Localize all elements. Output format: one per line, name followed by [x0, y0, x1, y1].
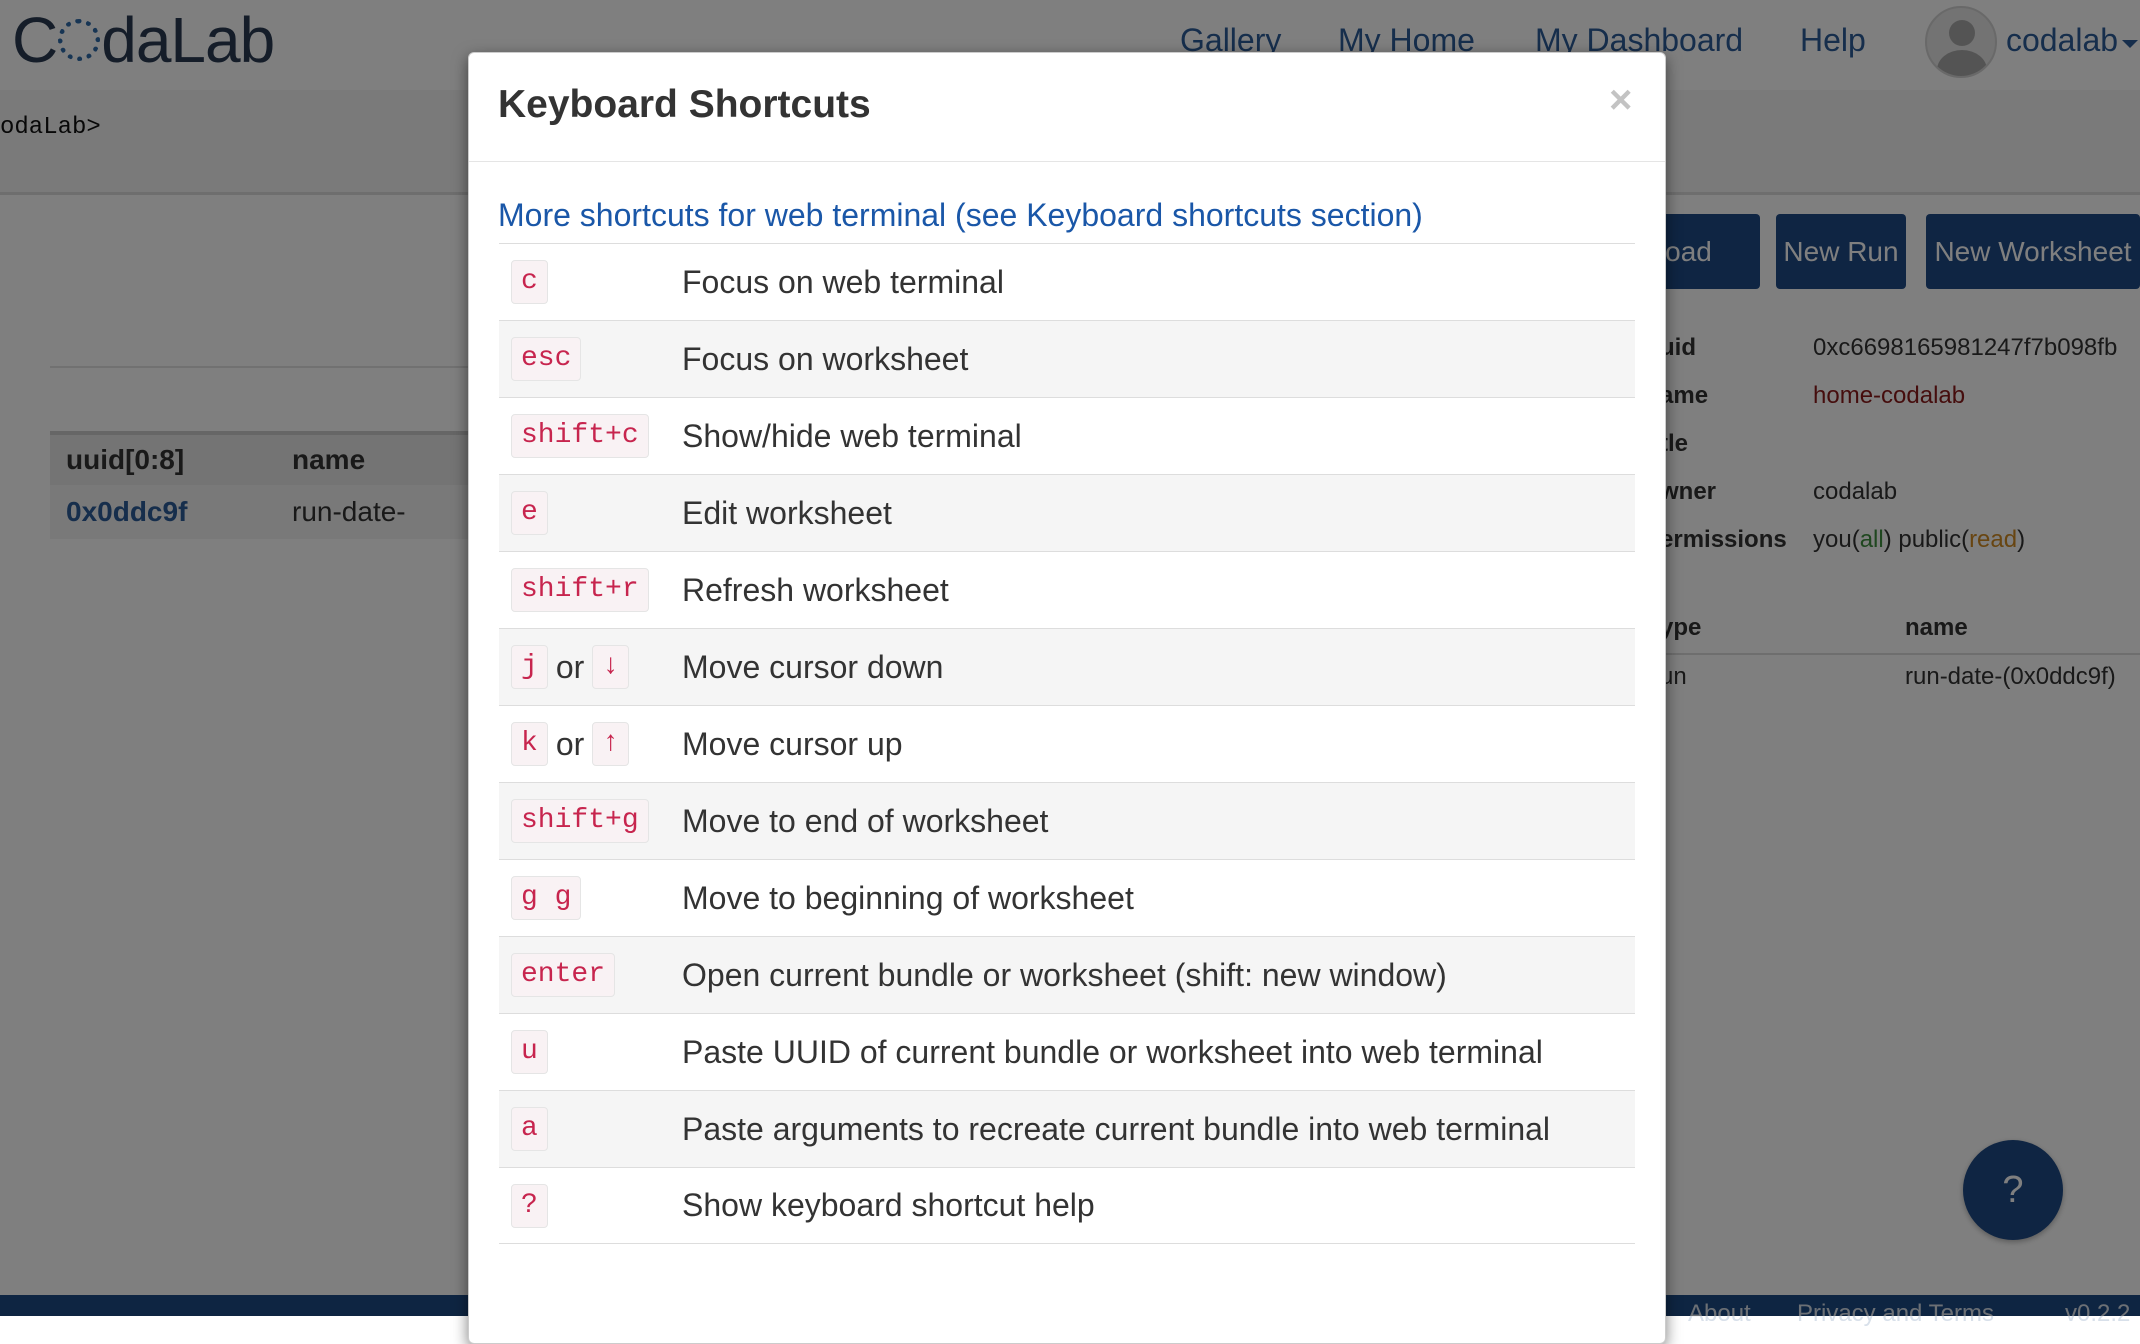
- shortcut-row: [499, 320, 1635, 397]
- shortcut-description: Edit worksheet: [682, 494, 892, 531]
- shortcut-description: Refresh worksheet: [682, 571, 949, 608]
- shortcut-keys: [499, 1030, 682, 1074]
- shortcuts-table: [499, 243, 1635, 1244]
- shortcut-row: [499, 551, 1635, 628]
- keyboard-shortcuts-modal: [468, 52, 1666, 1344]
- shortcut-key: ↓: [592, 645, 629, 689]
- shortcut-description: Show/hide web terminal: [682, 417, 1022, 454]
- shortcut-keys: [499, 491, 682, 535]
- shortcut-description: Paste arguments to recreate current bundle into web terminal: [682, 1110, 1551, 1147]
- shortcut-description: Move to end of worksheet: [682, 802, 1049, 839]
- shortcut-key: a: [511, 1107, 548, 1151]
- shortcut-row: [499, 859, 1635, 936]
- shortcut-description: Open current bundle or worksheet (shift: new window): [682, 956, 1447, 993]
- shortcut-description: Paste UUID of current bundle or worksheet into web terminal: [682, 1033, 1543, 1070]
- shortcut-keys: [499, 953, 682, 997]
- or-separator: or: [555, 725, 585, 762]
- shortcut-description: Focus on worksheet: [682, 340, 969, 377]
- modal-header: [469, 53, 1665, 162]
- shortcut-key: shift+c: [511, 414, 649, 458]
- shortcut-key: shift+g: [511, 799, 649, 843]
- shortcut-row: [499, 628, 1635, 705]
- shortcut-key: ↑: [592, 722, 629, 766]
- shortcut-key: u: [511, 1030, 548, 1074]
- shortcut-row: [499, 474, 1635, 551]
- modal-title: Keyboard Shortcuts: [498, 83, 871, 126]
- shortcut-keys: [499, 1107, 682, 1151]
- shortcut-key: enter: [511, 953, 615, 997]
- shortcut-keys: [499, 260, 682, 304]
- shortcut-description: Focus on web terminal: [682, 263, 1004, 300]
- or-separator: or: [555, 648, 585, 685]
- shortcut-keys: [499, 414, 682, 458]
- shortcut-row: [499, 782, 1635, 859]
- shortcut-keys: [499, 722, 682, 766]
- shortcut-description: Move cursor up: [682, 725, 903, 762]
- shortcut-row: [499, 705, 1635, 782]
- shortcut-key: j: [511, 645, 548, 689]
- shortcut-key: g g: [511, 876, 581, 920]
- shortcut-row: [499, 936, 1635, 1013]
- shortcut-description: Move to beginning of worksheet: [682, 879, 1134, 916]
- close-icon[interactable]: ×: [1609, 78, 1633, 122]
- shortcut-row: [499, 1090, 1635, 1167]
- shortcut-row: [499, 243, 1635, 320]
- shortcut-key: esc: [511, 337, 581, 381]
- shortcut-key: ?: [511, 1184, 548, 1228]
- shortcut-keys: [499, 1184, 682, 1228]
- shortcut-keys: [499, 568, 682, 612]
- shortcut-keys: [499, 337, 682, 381]
- shortcut-row: [499, 1167, 1635, 1244]
- shortcut-key: k: [511, 722, 548, 766]
- shortcut-key: c: [511, 260, 548, 304]
- shortcut-keys: [499, 645, 682, 689]
- shortcut-row: [499, 397, 1635, 474]
- shortcut-row: [499, 1013, 1635, 1090]
- shortcut-description: Move cursor down: [682, 648, 944, 685]
- more-shortcuts-link[interactable]: More shortcuts for web terminal (see Keyboard shortcuts section): [498, 197, 1423, 233]
- shortcut-key: shift+r: [511, 568, 649, 612]
- shortcut-key: e: [511, 491, 548, 535]
- shortcut-description: Show keyboard shortcut help: [682, 1187, 1095, 1223]
- shortcut-keys: [499, 799, 682, 843]
- shortcut-keys: [499, 876, 682, 920]
